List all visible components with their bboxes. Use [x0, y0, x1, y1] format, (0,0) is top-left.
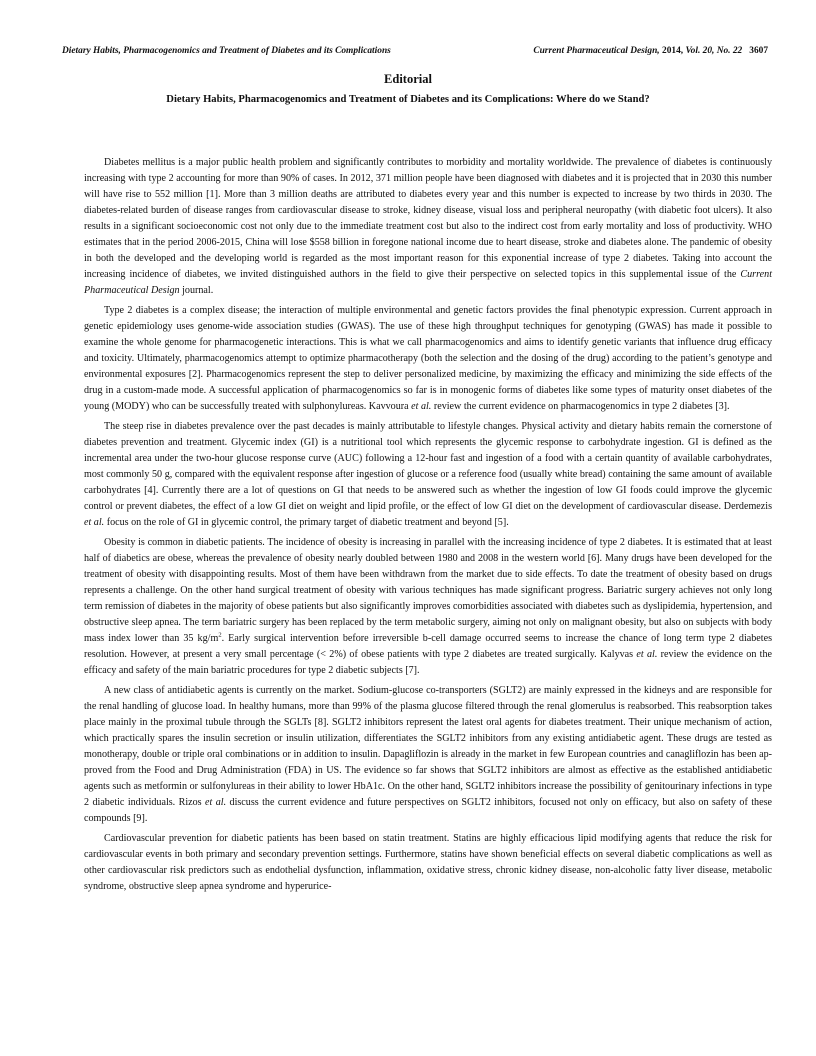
italic-text: Current Pharmaceutical Design: [84, 269, 772, 296]
paragraph-text: focus on the role of GI in glycemic control, the primary target of diabetic treatment and beyond [5].: [104, 517, 509, 528]
running-header: [62, 46, 768, 56]
italic-text: et al.: [205, 797, 227, 808]
article-body: [84, 155, 772, 899]
paragraph-text: discuss the current evidence and future perspectives on SGLT2 inhibitors, focused not only on efficacy, but also on safety of these compounds [9].: [84, 797, 772, 824]
paragraph-text: Diabetes mellitus is a major public health problem and significantly contributes to morbidity and mortality worldwide. The prevalence of diabetes is continuously increasing with type 2 accounting for more than 90% of cases. In 2012, 371 million people have been diagnosed with diabetes and it is projected that in 2030 this number will have rise to 552 million [1]. More than 3 million deaths are attributed to diabetes every year and this number is expected to increase by two thirds in 2030. The diabetes-related burden of disease ranges from cardiovascular disease to stroke, kidney disease, visual loss and peripheral neuropathy (with diabetic foot ulcers). It also results in a significant socioeconomic cost not only due to the immediate treatment cost but also to the indirect cost from early mortality and loss of productivity. WHO estimates that in the period 2006-2015, China will lose $558 billion in foregone national income due to heart disease, stroke and diabetes alone. The pandemic of obesity in both the developed and the developing world is regarded as the most important reason for this exponential increase of type 2 diabetes. Taking into account the increasing incidence of diabetes, we invited distinguished authors in the field to give their perspective on selected topics in this supplemental issue of the: [84, 157, 772, 280]
paragraph-text: The steep rise in diabetes prevalence over the past decades is mainly attributable to lifestyle changes. Physical activity and dietary habits remain the cornerstone of diabetes prevention and treatment. Glycemic index (GI) is a nutritional tool which represents the glycemic response to carbohydrate ingestion. GI is defined as the incremental area under the two-hour glucose response curve (AUC) following a 12-hour fast and ingestion of a food with a certain quantity of available carbohydrates, most commonly 50 g, compared with the equivalent response after ingestion of glucose or a reference food (usually white bread) containing the same amount of available carbohydrates [4]. Currently there are a lot of questions on GI that needs to be answered such as whether the ingestion of low GI foods could improve the glycemic control or prevent diabetes, the effect of a low GI diet on weight and lipid profile, or the effect of low GI diet on the development of cardiovascular disease. Derdemezis: [84, 421, 772, 512]
paragraph-text: review the evidence on the efficacy and safety of the main bariatric procedures for type 2 diabetic subjects [7].: [84, 649, 773, 676]
paragraph-text: . Early surgical intervention before irreversible b-cell damage occurred seems to increase the chance of long term type 2 diabetes resolution. However, at present a very small percentage (< 2%) of obese patients with type 2 diabetes are treated surgically. Kalyvas: [84, 633, 773, 660]
superscript: 2: [218, 631, 222, 639]
article-title: Dietary Habits, Pharmacogenomics and Treatment of Diabetes and its Complications: Where do we Stand?: [166, 94, 650, 105]
paragraph: [84, 535, 772, 679]
paragraph-text: Type 2 diabetes is a complex disease; the interaction of multiple environmental and genetic factors provides the final phenotypic expression. Current approach in genetic epidemiology uses genome-wide association studies (GWAS). The use of these high throughput techniques for genotyping (GWAS) has made it possible to examine the whole genome for pharmacogenetic interactions. This is what we call pharmacogenomics and aims to identify genetic variants that influence drug efficacy and toxicity. Ultimately, pharmacogenomics attempt to optimize pharmacotherapy (both the selection and the dosing of the drug) according to the patient’s genotype and environmental exposures [2]. Pharmacogenomics represent the step to deliver personalized medicine, by maximizing the efficacy and minimizing the side effects of the drug in a custom-made mode. A successful application of pharmacogenomics so far is in monogenic forms of diabetes like some types of maturity onset diabetes of the young (MODY) who can be successfully treated with sulphonylureas. Kavvoura: [84, 305, 772, 412]
paragraph: [84, 303, 772, 415]
journal-citation: [533, 46, 768, 56]
paragraph: [84, 155, 772, 299]
italic-text: et al.: [636, 649, 658, 660]
paragraph-text: review the current evidence on pharmacogenomics in type 2 diabetes [3].: [431, 401, 730, 412]
italic-text: et al.: [84, 517, 105, 528]
article-type: Editorial: [384, 72, 432, 86]
running-title: Dietary Habits, Pharmacogenomics and Treatment of Diabetes and its Complications: [62, 46, 391, 56]
journal-name: Current Pharmaceutical Design,: [533, 46, 660, 56]
italic-text: et al.: [411, 401, 432, 412]
paragraph-text: Cardiovascular prevention for diabetic patients has been based on statin treatment. Statins are highly efficacious lipid modifying agents that reduce the risk for cardiovascular events in both primary and secondary prevention settings. Furthermore, statins have shown beneficial effects on several diabetic complications as well as other cardiovascular risk predictors such as endothelial dysfunction, inflammation, oxidative stress, chronic kidney disease, non-alcoholic fatty liver disease, metabolic syndrome, obstructive sleep apnea syndrome and hyperurice-: [84, 833, 772, 892]
journal-volume: Vol. 20, No. 22: [685, 46, 743, 56]
paragraph: [84, 683, 772, 827]
paragraph-text: A new class of antidiabetic agents is currently on the market. Sodium-glucose co-transporters (SGLT2) are mainly expressed in the kidneys and are responsible for the renal handling of glucose load. In healthy humans, more than 99% of the plasma glucose filtered through the renal glomerulus is reabsorbed. This reabsorption takes place mainly in the proximal tubule through the SGLTs [8]. SGLT2 inhibitors represent the latest oral agents for diabetes treatment. Their unique mechanism of action, which practically spares the insulin secretion or insulin utilization, differentiates the SGLT2 inhibitors from any existing antidiabetic agent. These drugs are tested as monotherapy, double or triple oral combinations or in addition to insulin. Dapagliflozin is already in the market in few European countries and canagliflozin has been approved from the Food and Drug Administration (FDA) in US. The evidence so far shows that SGLT2 inhibitors are almost as effective as the established antidiabetic agents such as metformin or sulfonylureas in their ability to lower HbA1c. On the other hand, SGLT2 inhibitors increase the possibility of genitourinary infections in type 2 diabetic individuals. Rizos: [84, 685, 772, 808]
page-number: 3607: [749, 46, 768, 56]
journal-year: 2014,: [659, 46, 686, 56]
paragraph-text: Obesity is common in diabetic patients. The incidence of obesity is increasing in parallel with the increasing incidence of type 2 diabetes. It is estimated that at least half of diabetics are obese, whereas the prevalence of obesity nearly doubled between 1980 and 2008 in the western world [6]. Many drugs have been developed for the treatment of obesity with disappointing results. Most of them have been withdrawn from the market due to side effects. To date the treatment of obesity based on drugs represents a challenge. On the other hand surgical treatment of obesity with various techniques has made significant progress. Bariatric surgery achieves not only long term remission of diabetes in the majority of obese patients but also significantly improves comorbidities associated with diabetes such as dyslipidemia, hypertension, and obstructive sleep apnea. The term bariatric surgery has been replaced by the term metabolic surgery, aiming not only on malignant obesity, but also on subjects with body mass index lower than 35 kg/m: [84, 537, 772, 644]
paragraph: [84, 831, 772, 895]
paragraph: [84, 419, 772, 531]
paragraph-text: journal.: [179, 285, 214, 296]
